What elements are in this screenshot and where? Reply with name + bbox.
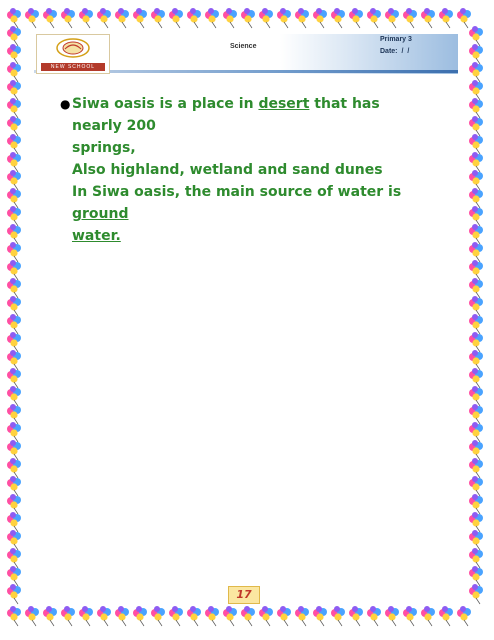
balloon-icon (469, 26, 483, 46)
balloon-icon (7, 314, 21, 334)
balloon-icon (295, 8, 309, 28)
text-span: that has nearly 200 (72, 96, 380, 134)
balloon-icon (187, 606, 201, 626)
balloon-icon (7, 242, 21, 262)
balloon-icon (7, 350, 21, 370)
balloon-icon (7, 440, 21, 460)
balloon-icon (313, 606, 327, 626)
balloon-icon (7, 606, 21, 626)
content-line-2: springs, (72, 140, 136, 156)
balloon-icon (469, 80, 483, 100)
balloon-icon (223, 8, 237, 28)
balloon-icon (7, 188, 21, 208)
content-line-1 (72, 93, 432, 137)
underlined-term-water: water. (72, 228, 121, 244)
balloon-icon (313, 8, 327, 28)
balloon-icon (7, 206, 21, 226)
balloon-icon (385, 606, 399, 626)
balloon-icon (7, 224, 21, 244)
underlined-term-ground: ground (72, 206, 129, 222)
balloon-icon (469, 44, 483, 64)
lesson-content (60, 93, 432, 247)
balloon-icon (469, 152, 483, 172)
bullet-icon: ● (60, 97, 71, 111)
balloon-icon (97, 8, 111, 28)
balloon-icon (133, 8, 147, 28)
balloon-icon (79, 8, 93, 28)
balloon-icon (7, 404, 21, 424)
balloon-icon (469, 386, 483, 406)
balloon-icon (469, 170, 483, 190)
balloon-icon (115, 606, 129, 626)
balloon-icon (7, 584, 21, 604)
balloon-icon (469, 188, 483, 208)
balloon-icon (241, 8, 255, 28)
balloon-icon (469, 314, 483, 334)
balloon-icon (403, 606, 417, 626)
balloon-icon (7, 170, 21, 190)
balloon-icon (439, 606, 453, 626)
balloon-icon (7, 422, 21, 442)
school-logo (36, 34, 110, 74)
balloon-icon (421, 8, 435, 28)
balloon-icon (469, 530, 483, 550)
balloon-icon (457, 606, 471, 626)
balloon-icon (7, 458, 21, 478)
balloon-icon (115, 8, 129, 28)
balloon-icon (277, 8, 291, 28)
balloon-icon (7, 566, 21, 586)
text-span: Siwa oasis is a place in (72, 96, 259, 112)
balloon-icon (61, 606, 75, 626)
date-field (380, 48, 409, 55)
balloon-icon (469, 494, 483, 514)
balloon-icon (469, 548, 483, 568)
balloon-icon (331, 606, 345, 626)
balloon-icon (43, 8, 57, 28)
balloon-icon (97, 606, 111, 626)
balloon-icon (469, 422, 483, 442)
balloon-icon (295, 606, 309, 626)
balloon-icon (469, 584, 483, 604)
grade-label: Primary 3 (380, 36, 412, 43)
balloon-icon (7, 116, 21, 136)
balloon-icon (7, 296, 21, 316)
date-value: / / (401, 48, 410, 55)
balloon-icon (439, 8, 453, 28)
balloon-icon (7, 134, 21, 154)
logo-banner: NEW SCHOOL (41, 63, 105, 71)
balloon-icon (7, 332, 21, 352)
balloon-icon (43, 606, 57, 626)
balloon-icon (469, 242, 483, 262)
balloon-icon (25, 606, 39, 626)
balloon-icon (7, 62, 21, 82)
balloon-icon (469, 224, 483, 244)
balloon-icon (385, 8, 399, 28)
balloon-icon (7, 494, 21, 514)
balloon-icon (277, 606, 291, 626)
balloon-icon (469, 98, 483, 118)
balloon-icon (133, 606, 147, 626)
page-number: 17 (228, 586, 260, 604)
balloon-icon (241, 606, 255, 626)
balloon-icon (7, 80, 21, 100)
balloon-icon (349, 8, 363, 28)
balloon-icon (259, 8, 273, 28)
balloon-icon (469, 458, 483, 478)
balloon-icon (7, 98, 21, 118)
balloon-icon (469, 62, 483, 82)
balloon-icon (7, 260, 21, 280)
balloon-icon (7, 278, 21, 298)
balloon-icon (367, 606, 381, 626)
logo-emblem-icon (55, 37, 91, 59)
balloon-icon (457, 8, 471, 28)
balloon-icon (151, 606, 165, 626)
balloon-icon (421, 606, 435, 626)
balloon-icon (469, 296, 483, 316)
balloon-icon (151, 8, 165, 28)
balloon-icon (403, 8, 417, 28)
balloon-icon (7, 386, 21, 406)
balloon-icon (469, 278, 483, 298)
balloon-icon (205, 606, 219, 626)
balloon-icon (469, 512, 483, 532)
balloon-icon (367, 8, 381, 28)
balloon-icon (469, 116, 483, 136)
balloon-icon (469, 332, 483, 352)
date-label: Date: (380, 48, 398, 55)
balloon-icon (469, 260, 483, 280)
balloon-icon (7, 8, 21, 28)
balloon-icon (205, 8, 219, 28)
underlined-term-desert: desert (258, 96, 310, 112)
balloon-icon (169, 606, 183, 626)
balloon-icon (469, 566, 483, 586)
subject-label: Science (230, 43, 257, 50)
balloon-icon (25, 8, 39, 28)
balloon-icon (7, 476, 21, 496)
balloon-icon (7, 548, 21, 568)
balloon-icon (349, 606, 363, 626)
balloon-icon (469, 440, 483, 460)
balloon-icon (469, 476, 483, 496)
balloon-icon (7, 152, 21, 172)
balloon-icon (469, 206, 483, 226)
content-line-5 (72, 225, 432, 247)
balloon-icon (469, 134, 483, 154)
text-span: In Siwa oasis, the main source of water is (72, 184, 402, 200)
balloon-icon (469, 404, 483, 424)
balloon-icon (7, 530, 21, 550)
balloon-icon (7, 44, 21, 64)
balloon-icon (259, 606, 273, 626)
balloon-icon (169, 8, 183, 28)
balloon-icon (79, 606, 93, 626)
balloon-icon (7, 512, 21, 532)
balloon-icon (469, 368, 483, 388)
content-line-3: Also highland, wetland and sand dunes (72, 162, 383, 178)
balloon-icon (7, 368, 21, 388)
balloon-icon (469, 350, 483, 370)
balloon-icon (7, 26, 21, 46)
balloon-icon (187, 8, 201, 28)
balloon-icon (331, 8, 345, 28)
balloon-icon (223, 606, 237, 626)
content-line-4 (72, 181, 432, 225)
balloon-icon (61, 8, 75, 28)
